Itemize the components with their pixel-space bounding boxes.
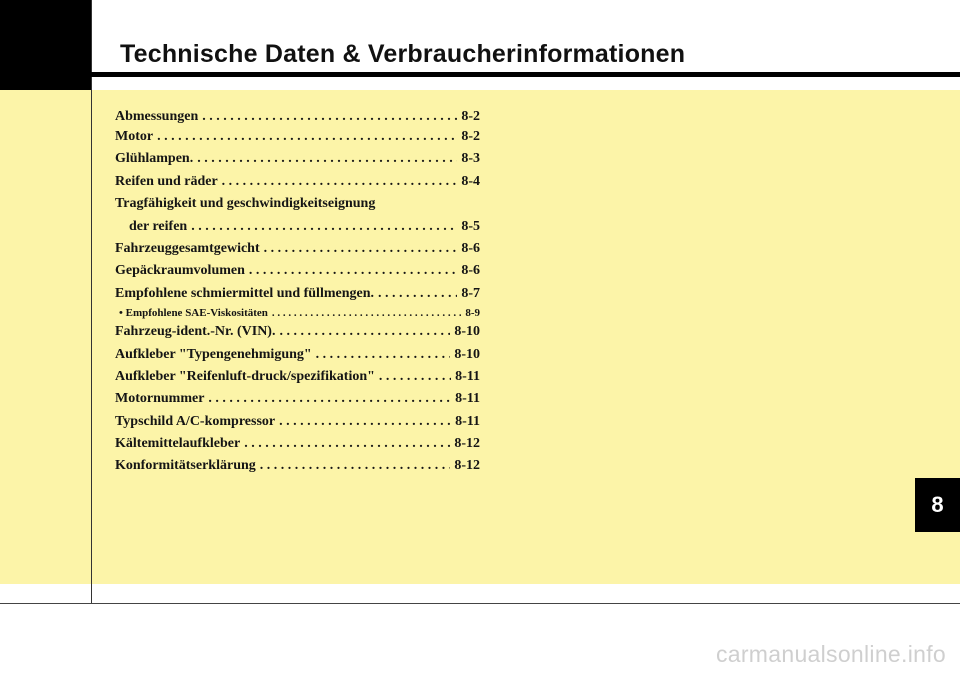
- toc-entry-page: 8-11: [455, 413, 480, 429]
- toc-entry-label: Glühlampen.: [115, 151, 194, 167]
- toc-leader-dots: [191, 216, 457, 238]
- toc-entry-tragfaehigkeit-line2[interactable]: [115, 216, 480, 238]
- toc-leader-dots: [202, 108, 457, 126]
- toc-entry-label: Empfohlene schmiermittel und füllmengen.: [115, 285, 374, 301]
- toc-entry-page: 8-5: [461, 218, 480, 234]
- toc-entry-page: 8-2: [461, 109, 480, 124]
- footer-rule: [0, 603, 960, 604]
- toc-entry-reifen-und-raeder[interactable]: [115, 171, 480, 193]
- toc-leader-dots: [279, 321, 450, 343]
- toc-subentry-sae-viskositaeten[interactable]: [115, 305, 480, 321]
- toc-entry-label: der reifen: [129, 218, 188, 234]
- toc-entry-fahrzeuggesamtgewicht[interactable]: [115, 238, 480, 260]
- toc-entry-gepaeckraumvolumen[interactable]: [115, 260, 480, 282]
- toc-entry-page: 8-6: [461, 263, 480, 279]
- toc-entry-schmiermittel[interactable]: [115, 283, 480, 305]
- toc-entry-label: Reifen und räder: [115, 173, 218, 189]
- toc-entry-label: Typschild A/C-kompressor: [115, 413, 276, 429]
- toc-entry-page: 8-6: [461, 240, 480, 256]
- toc-entry-page: 8-3: [461, 151, 480, 167]
- toc-entry-label: Gepäckraumvolumen: [115, 263, 245, 279]
- toc-entry-gluehlampen[interactable]: [115, 148, 480, 170]
- toc-leader-dots: [378, 283, 457, 305]
- toc-leader-dots: [222, 171, 458, 193]
- toc-leader-dots: [272, 305, 461, 321]
- toc-entry-label: Kältemittelaufkleber: [115, 436, 241, 452]
- toc-leader-dots: [197, 148, 457, 170]
- toc-entry-page: 8-11: [455, 391, 480, 407]
- margin-rule: [91, 0, 92, 604]
- toc-entry-page: 8-2: [461, 129, 480, 144]
- watermark: carmanualsonline.info: [715, 641, 946, 667]
- toc-entry-kaeltemittelaufkleber[interactable]: [115, 433, 480, 455]
- toc-entry-label: Konformitätserklärung: [115, 458, 256, 474]
- toc-leader-dots: [316, 344, 451, 366]
- corner-block: [0, 0, 91, 90]
- toc-entry-page: 8-4: [461, 173, 480, 189]
- toc-entry-label: Aufkleber "Reifenluft-druck/spezifikation": [115, 368, 375, 384]
- toc-entry-label: Fahrzeug-ident.-Nr. (VIN).: [115, 324, 276, 340]
- toc-entry-page: 8-7: [461, 285, 480, 301]
- table-of-contents: [115, 108, 480, 478]
- chapter-tab-number: 8: [931, 492, 944, 517]
- toc-entry-label: Tragfähigkeit und geschwindigkeitseignung: [115, 196, 376, 212]
- toc-entry-label: • Empfohlene SAE-Viskositäten: [119, 307, 268, 320]
- toc-entry-vin[interactable]: [115, 321, 480, 343]
- toc-entry-page: 8-10: [454, 324, 480, 340]
- toc-entry-label: Motornummer: [115, 391, 205, 407]
- toc-leader-dots: [157, 126, 457, 148]
- toc-entry-abmessungen[interactable]: [115, 108, 480, 126]
- toc-entry-label: Aufkleber "Typengenehmigung": [115, 346, 312, 362]
- page-title: Technische Daten & Verbraucherinformationen: [120, 40, 686, 68]
- toc-entry-typengenehmigung[interactable]: [115, 344, 480, 366]
- toc-entry-motor[interactable]: [115, 126, 480, 148]
- toc-leader-dots: [208, 388, 451, 410]
- toc-entry-label: Motor: [115, 129, 154, 144]
- toc-entry-tragfaehigkeit-line1[interactable]: [115, 193, 480, 215]
- toc-leader-dots: [279, 411, 451, 433]
- toc-entry-page: 8-10: [454, 346, 480, 362]
- toc-entry-page: 8-12: [454, 458, 480, 474]
- toc-leader-dots: [264, 238, 458, 260]
- title-underline: [91, 72, 960, 77]
- chapter-tab[interactable]: [915, 478, 960, 532]
- toc-entry-page: 8-11: [455, 368, 480, 384]
- toc-entry-motornummer[interactable]: [115, 388, 480, 410]
- toc-entry-page: 8-12: [454, 436, 480, 452]
- toc-entry-reifenluftdruck[interactable]: [115, 366, 480, 388]
- toc-leader-dots: [244, 433, 450, 455]
- toc-entry-konformitaetserklaerung[interactable]: [115, 455, 480, 477]
- toc-entry-page: 8-9: [465, 307, 480, 320]
- toc-entry-typschild[interactable]: [115, 411, 480, 433]
- toc-leader-dots: [249, 260, 457, 282]
- toc-leader-dots: [260, 455, 451, 477]
- toc-entry-label: Abmessungen: [115, 109, 199, 124]
- toc-entry-label: Fahrzeuggesamtgewicht: [115, 240, 260, 256]
- toc-leader-dots: [379, 366, 451, 388]
